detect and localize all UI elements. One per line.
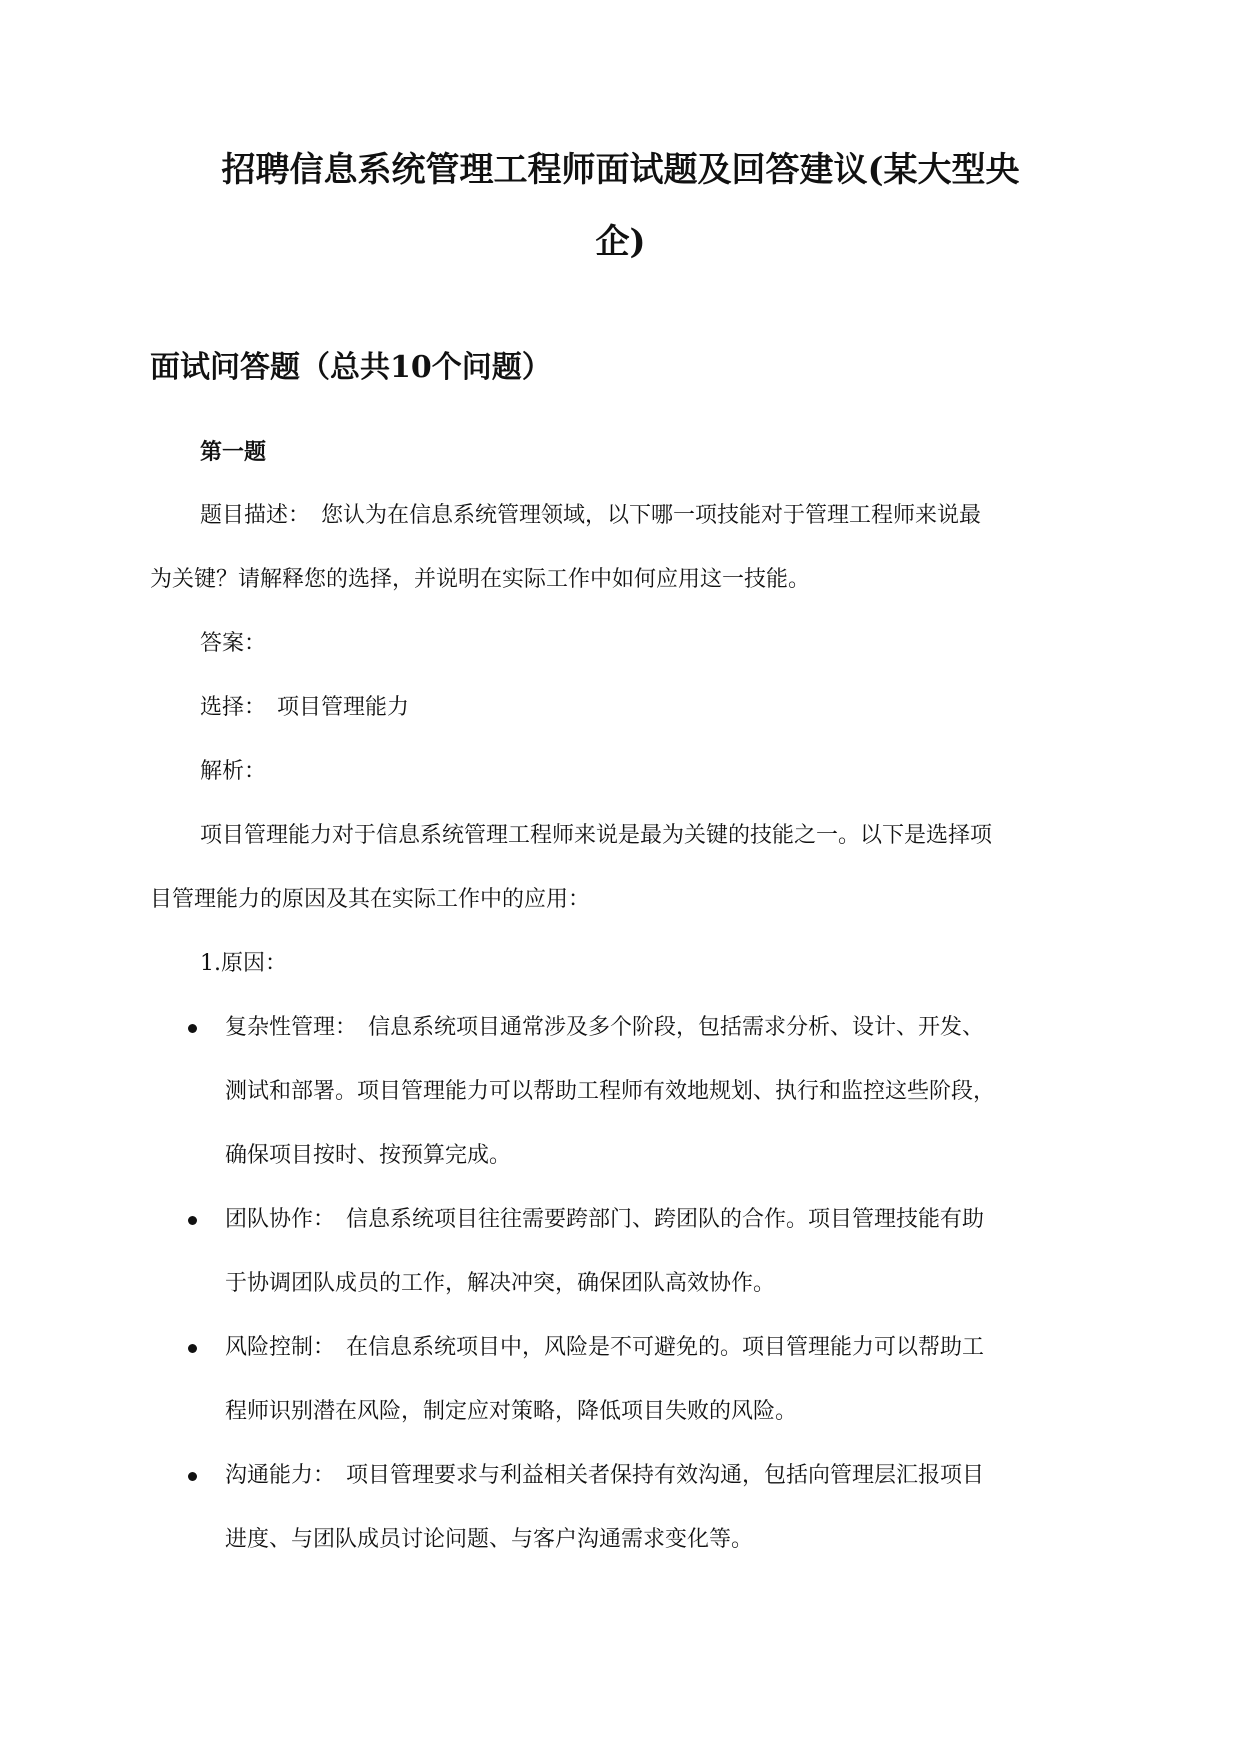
analysis-label: 解析： — [200, 759, 267, 784]
bullet-dot-icon — [188, 1472, 197, 1481]
bullet-dot-icon — [188, 1344, 197, 1353]
bullet-dot-icon — [188, 1024, 197, 1033]
question-label: 第一题 — [200, 439, 267, 465]
bullet-3-line-1: 风险控制： 在信息系统项目中，风险是不可避免的。项目管理能力可以帮助工 — [225, 1335, 985, 1360]
document-title-line-1: 招聘信息系统管理工程师面试题及回答建议(某大型央 — [221, 150, 1020, 190]
bullet-1-line-2: 测试和部署。项目管理能力可以帮助工程师有效地规划、执行和监控这些阶段， — [225, 1079, 996, 1104]
bullet-2-line-2: 于协调团队成员的工作，解决冲突，确保团队高效协作。 — [225, 1271, 776, 1296]
bullet-2-line-1: 团队协作： 信息系统项目往往需要跨部门、跨团队的合作。项目管理技能有助 — [225, 1207, 985, 1232]
section-heading: 面试问答题（总共10个问题） — [150, 350, 552, 385]
question-description-line-1: 题目描述： 您认为在信息系统管理领域，以下哪一项技能对于管理工程师来说最 — [200, 503, 982, 528]
bullet-4-line-1: 沟通能力： 项目管理要求与利益相关者保持有效沟通，包括向管理层汇报项目 — [225, 1463, 985, 1488]
bullet-dot-icon — [188, 1216, 197, 1225]
answer-label: 答案： — [200, 631, 267, 656]
reasons-label: 1.原因： — [200, 951, 287, 976]
bullet-3-line-2: 程师识别潜在风险，制定应对策略，降低项目失败的风险。 — [225, 1399, 798, 1424]
question-description-line-2: 为关键？请解释您的选择，并说明在实际工作中如何应用这一技能。 — [150, 567, 811, 592]
document-title-line-2: 企) — [595, 222, 646, 262]
bullet-1-line-3: 确保项目按时、按预算完成。 — [225, 1143, 512, 1168]
answer-choice: 选择： 项目管理能力 — [200, 695, 410, 720]
analysis-text-line-1: 项目管理能力对于信息系统管理工程师来说是最为关键的技能之一。以下是选择项 — [200, 823, 993, 848]
bullet-4-line-2: 进度、与团队成员讨论问题、与客户沟通需求变化等。 — [225, 1527, 754, 1552]
bullet-1-line-1: 复杂性管理： 信息系统项目通常涉及多个阶段，包括需求分析、设计、开发、 — [225, 1015, 985, 1040]
analysis-text-line-2: 目管理能力的原因及其在实际工作中的应用： — [150, 887, 591, 912]
